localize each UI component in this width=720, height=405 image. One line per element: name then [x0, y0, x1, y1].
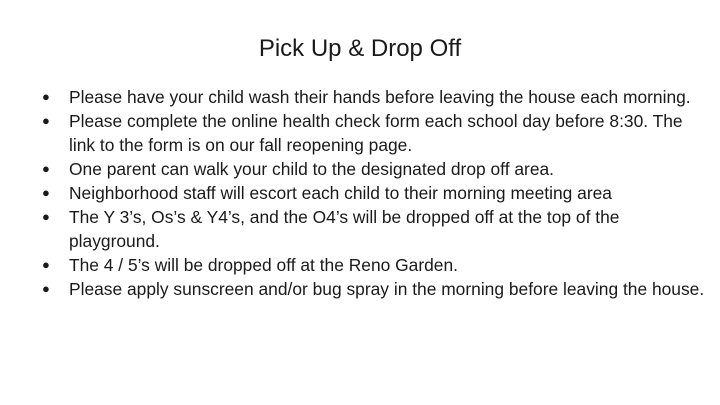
- bullet-icon: ●: [42, 209, 50, 224]
- list-item-text: Please apply sunscreen and/or bug spray in the morning before leaving the house.: [69, 279, 705, 299]
- list-item: [40, 85, 712, 109]
- list-item: [40, 277, 712, 301]
- list-item: [40, 157, 712, 181]
- list-item-text: Please complete the online health check form each school day before 8:30. The link to the form is on our fall reopening page.: [69, 111, 683, 155]
- list-item-text: Neighborhood staff will escort each child to their morning meeting area: [69, 183, 612, 203]
- list-item-text: The Y 3’s, Os’s & Y4’s, and the O4’s will be dropped off at the top of the playground.: [69, 207, 620, 251]
- bullet-icon: ●: [42, 161, 50, 176]
- list-item: [40, 181, 712, 205]
- bullet-icon: ●: [42, 281, 50, 296]
- list-item: [40, 205, 712, 253]
- bullet-icon: ●: [42, 257, 50, 272]
- list-item-text: The 4 / 5’s will be dropped off at the Reno Garden.: [69, 255, 458, 275]
- list-item: [40, 109, 712, 157]
- bullet-icon: ●: [42, 89, 50, 104]
- list-item-text: Please have your child wash their hands before leaving the house each morning.: [69, 87, 691, 107]
- bullet-icon: ●: [42, 113, 50, 128]
- list-item-text: One parent can walk your child to the designated drop off area.: [69, 159, 554, 179]
- bullet-icon: ●: [42, 185, 50, 200]
- bullet-list: [40, 85, 712, 301]
- slide-title: Pick Up & Drop Off: [258, 35, 462, 62]
- list-item: [40, 253, 712, 277]
